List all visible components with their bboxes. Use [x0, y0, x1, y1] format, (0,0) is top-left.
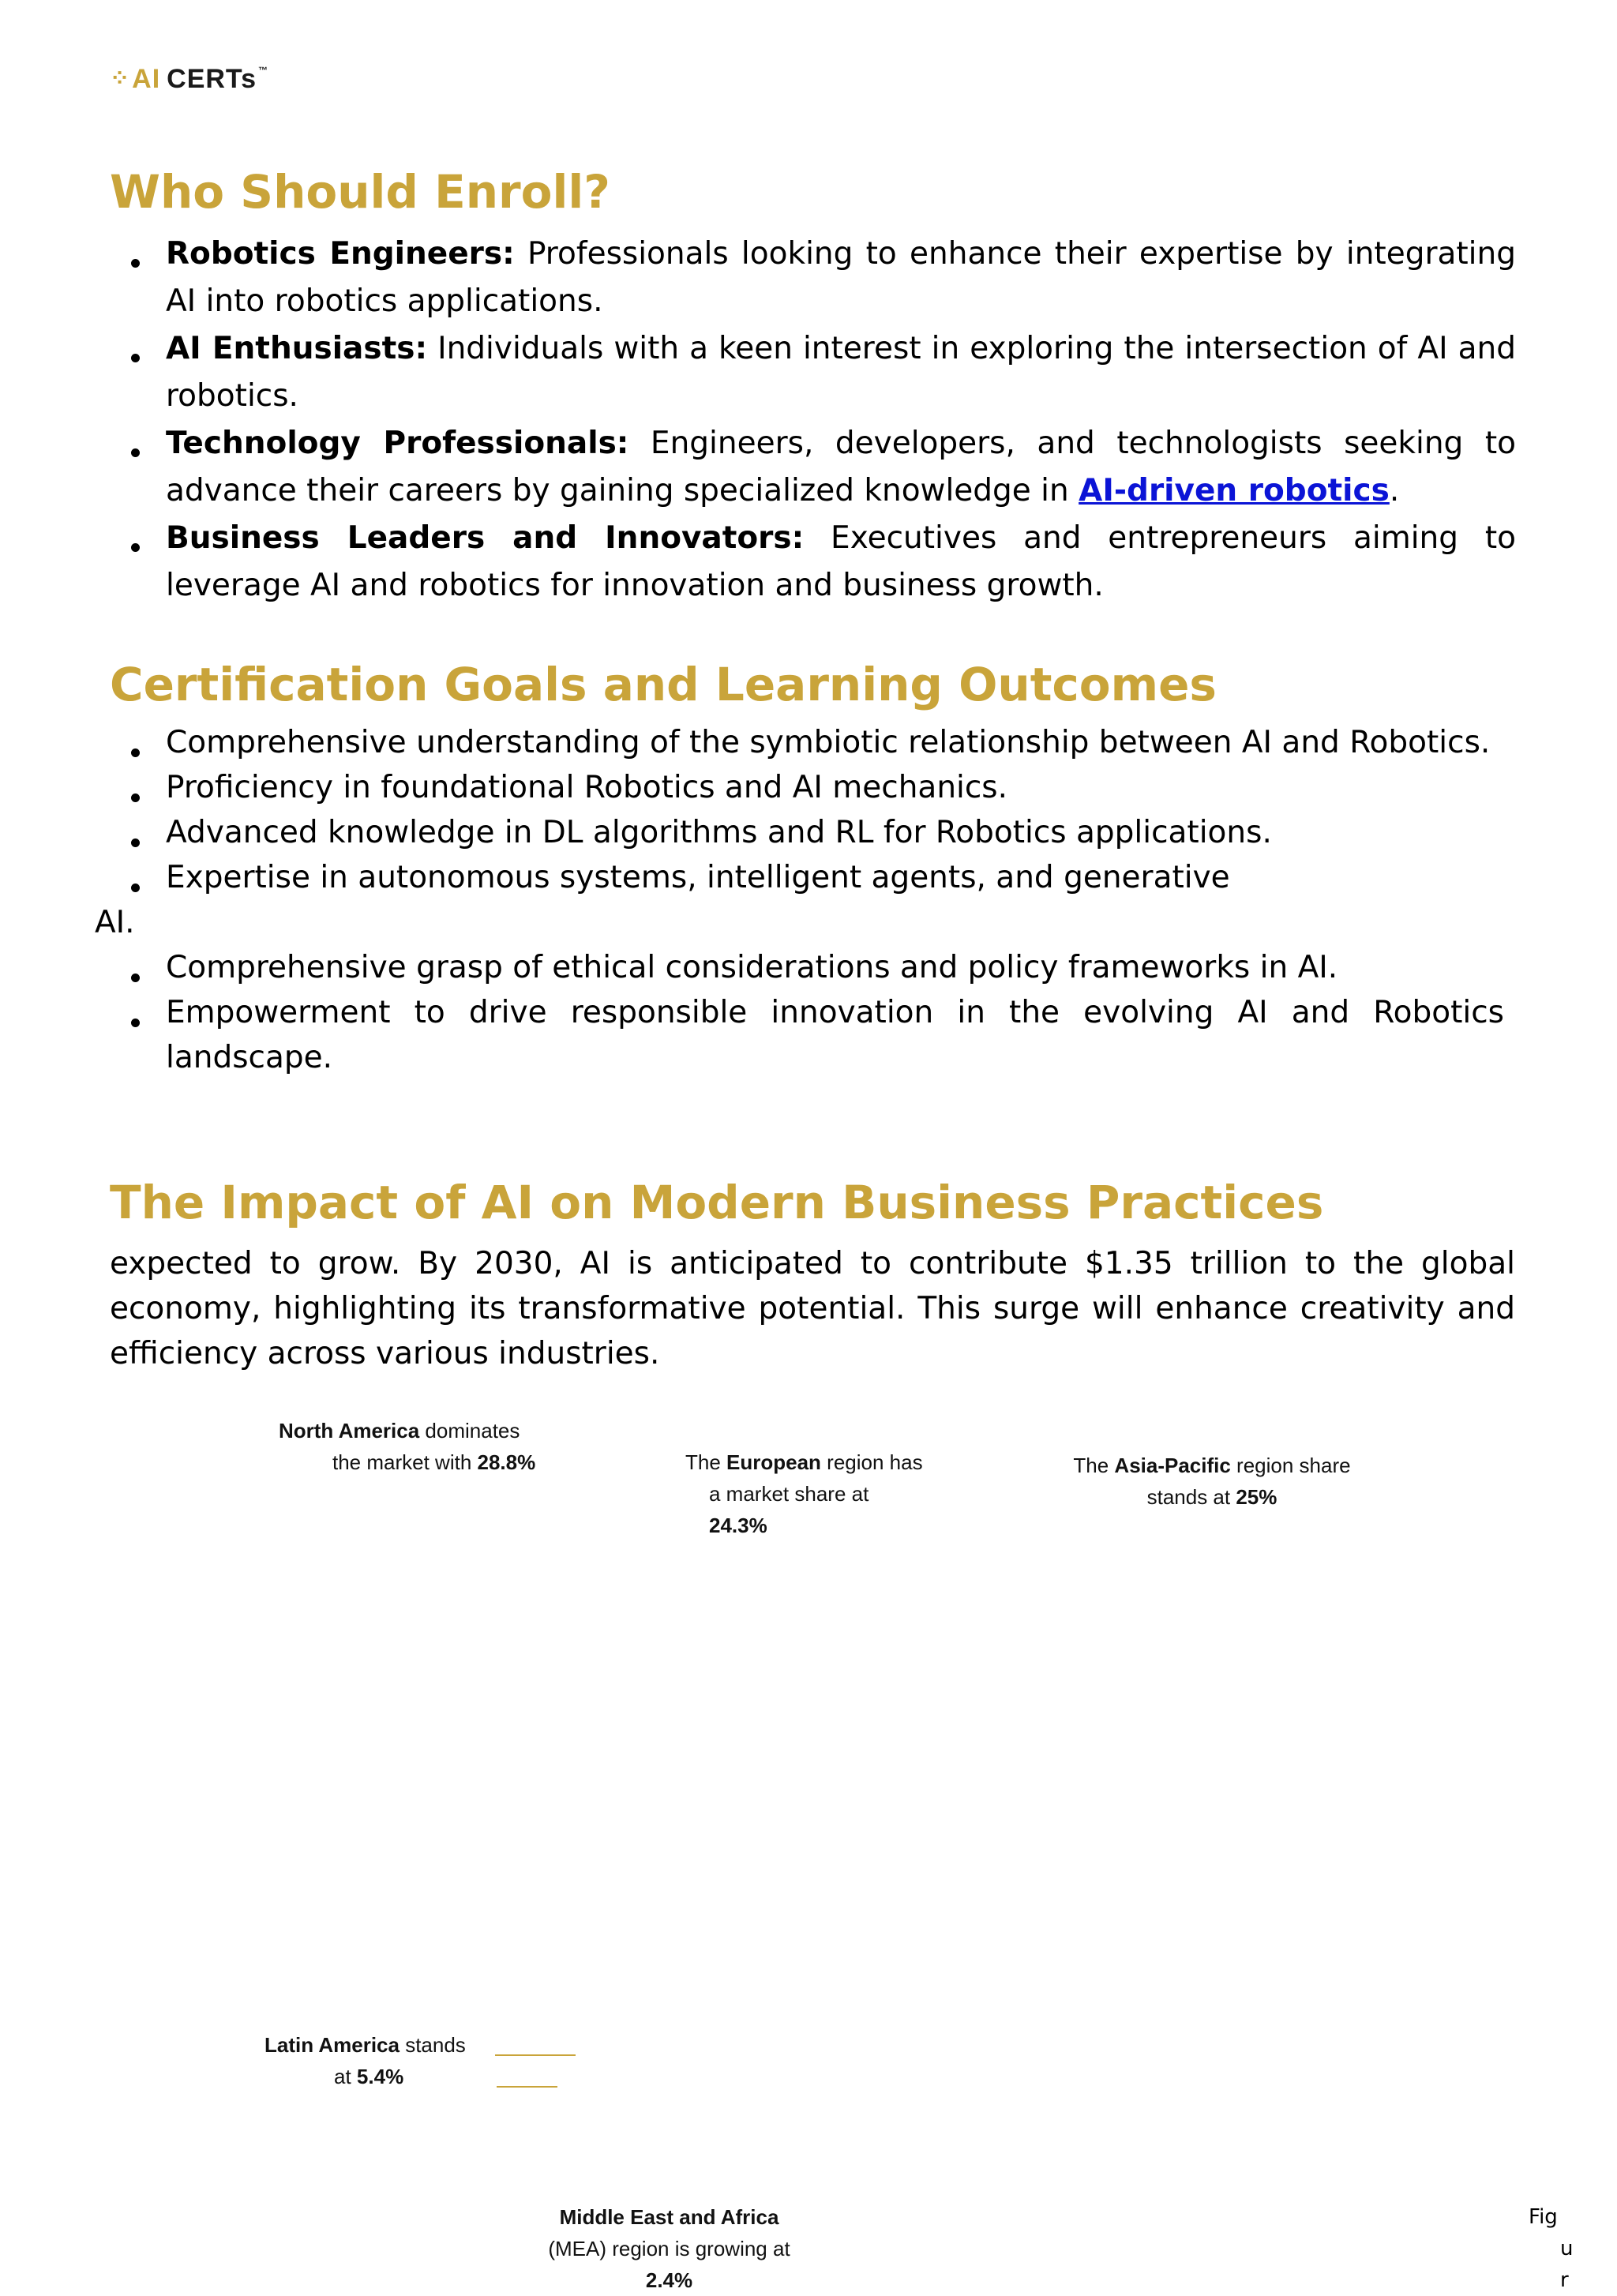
list-item: Comprehensive grasp of ethical considerations and policy frameworks in AI.: [126, 945, 1504, 990]
caption-char: u: [1560, 2237, 1574, 2260]
list-item: Empowerment to drive responsible innovation in the evolving AI and Robotics landscape.: [126, 990, 1504, 1080]
item-text: Professionals looking to enhance their expertise by integrating AI into robotics applications.: [166, 236, 1516, 319]
item-text: Individuals with a keen interest in exploring the intersection of AI and robotics.: [166, 331, 1516, 414]
item-text: Engineers, developers, and technologists seeking to advance their careers by gaining specialized knowledge in: [166, 426, 1516, 508]
region-share-value: 25%: [1236, 1485, 1277, 1509]
goals-heading: Certification Goals and Learning Outcomes: [110, 658, 1217, 711]
callout-text: (MEA) region is growing at: [548, 2237, 790, 2260]
enroll-heading: Who Should Enroll?: [110, 165, 610, 219]
item-text-end: .: [1389, 473, 1400, 508]
region-name: Latin America: [264, 2033, 400, 2057]
brand-logo: [110, 63, 268, 95]
callout-mea: [525, 2201, 813, 2296]
callout-europe: [685, 1446, 954, 1541]
caption-char: r: [1560, 2268, 1569, 2292]
item-bold-label: Technology Professionals:: [166, 426, 629, 461]
list-item-continuation: AI.: [95, 905, 135, 940]
ai-driven-robotics-link[interactable]: AI-driven robotics: [1079, 473, 1390, 508]
list-item: [126, 515, 1516, 610]
item-bold-label: Business Leaders and Innovators:: [166, 520, 805, 556]
item-bold-label: Robotics Engineers:: [166, 236, 515, 272]
logo-trademark: ™: [258, 65, 269, 76]
callout-text: stands: [399, 2033, 466, 2057]
leader-line: [497, 2086, 557, 2088]
region-share-value: 24.3%: [709, 1514, 767, 1537]
callout-asia-pacific: [1058, 1450, 1366, 1513]
list-item: Expertise in autonomous systems, intelligent agents, and generative: [126, 855, 1504, 900]
region-share-value: 5.4%: [356, 2065, 404, 2088]
logo-burst-icon: ⁘: [110, 66, 131, 92]
callout-north-america: [279, 1415, 571, 1478]
list-item: [126, 420, 1516, 515]
enroll-list: [126, 231, 1516, 610]
region-name: European: [726, 1450, 821, 1474]
list-item: [126, 231, 1516, 325]
logo-ai-text: AI: [132, 64, 161, 94]
list-item: [126, 325, 1516, 420]
callout-text: region has: [820, 1450, 923, 1474]
caption-char: Fig: [1529, 2205, 1558, 2229]
list-item: Comprehensive understanding of the symbiotic relationship between AI and Robotics.: [126, 720, 1504, 765]
region-name: Middle East and Africa: [559, 2205, 779, 2229]
callout-text: at: [334, 2065, 357, 2088]
list-item: Advanced knowledge in DL algorithms and RL for Robotics applications.: [126, 810, 1504, 855]
goals-list: [95, 720, 1504, 1080]
region-share-value: 2.4%: [645, 2268, 693, 2292]
region-share-value: 28.8%: [477, 1450, 536, 1474]
figure-caption-fragment: [1529, 2201, 1573, 2296]
impact-paragraph: expected to grow. By 2030, AI is anticipated to contribute $1.35 trillion to the global economy, highlighting its transformative potential. This surge will enhance creativity and efficiency across various industries.: [110, 1246, 1515, 1371]
item-bold-label: AI Enthusiasts:: [166, 331, 428, 366]
item-text: Executives and entrepreneurs aiming to leverage AI and robotics for innovation and business growth.: [166, 520, 1517, 603]
region-name: North America: [279, 1419, 420, 1443]
leader-line: [495, 2054, 576, 2056]
callout-text: stands at: [1146, 1485, 1236, 1509]
callout-text: The: [1073, 1454, 1115, 1477]
impact-heading: The Impact of AI on Modern Business Practices: [110, 1176, 1324, 1229]
callout-text: region share: [1230, 1454, 1351, 1477]
region-name: Asia-Pacific: [1114, 1454, 1231, 1477]
callout-latin-america: [264, 2029, 493, 2092]
callout-text: dominates: [419, 1419, 520, 1443]
callout-text: the market with: [332, 1450, 478, 1474]
logo-certs-text: CERTs: [167, 64, 257, 94]
callout-text: a market share at: [709, 1482, 869, 1506]
callout-text: The: [685, 1450, 727, 1474]
list-item: Proficiency in foundational Robotics and AI mechanics.: [126, 765, 1504, 810]
